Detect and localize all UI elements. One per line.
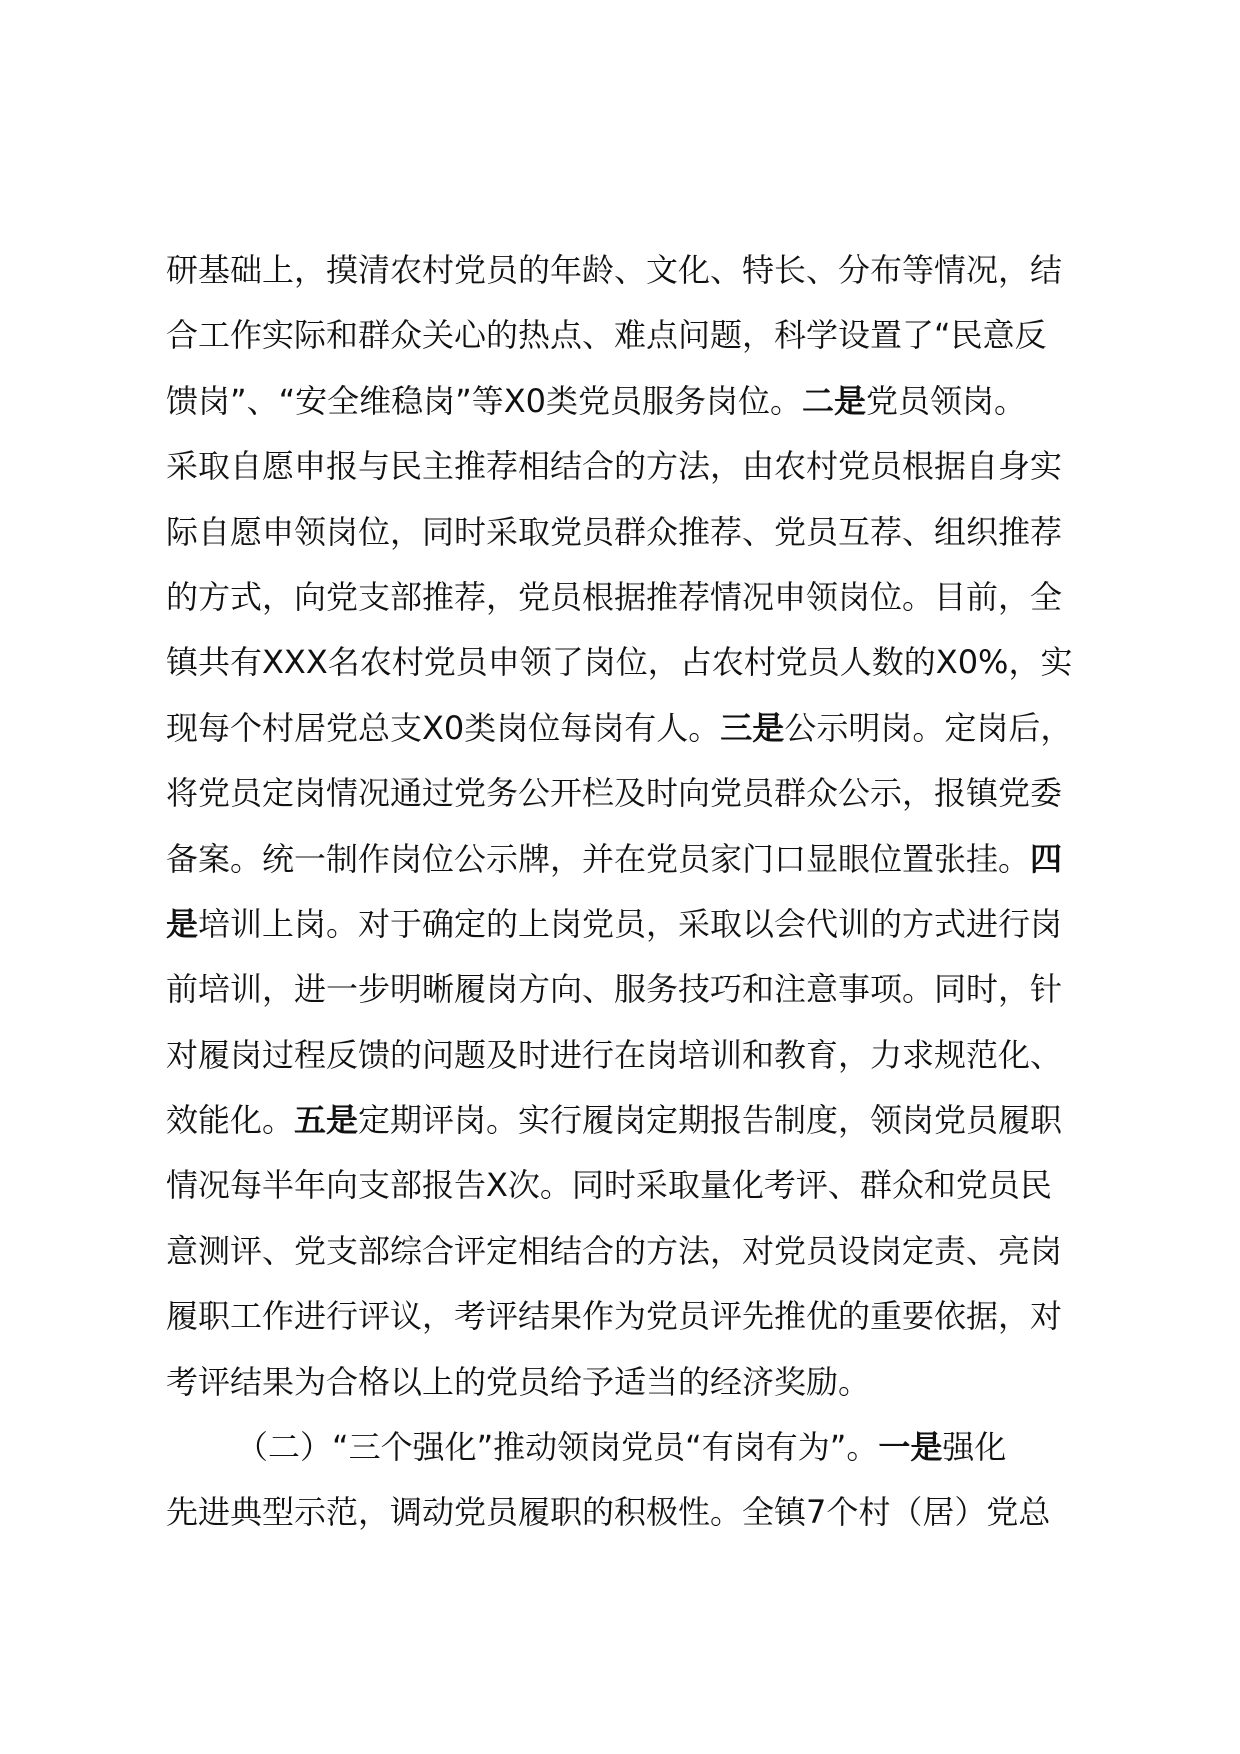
text-run: 的方式，向党支部推荐，党员根据推荐情况申领岗位。目前，全 bbox=[166, 577, 1063, 616]
text-run: 镇共有XXX名农村党员申领了岗位，占农村党员人数的X0%，实 bbox=[166, 643, 1073, 682]
text-run: 意测评、党支部综合评定相结合的方法，对党员设岗定责、亮岗 bbox=[166, 1231, 1063, 1270]
text-line bbox=[166, 892, 1106, 957]
text-line bbox=[166, 761, 1106, 826]
bold-ordinal: 三是 bbox=[720, 708, 785, 747]
text-line bbox=[166, 1088, 1106, 1153]
text-line bbox=[166, 303, 1106, 368]
section-heading-line bbox=[166, 1415, 1106, 1480]
text-run: 培训上岗。对于确定的上岗党员，采取以会代训的方式进行岗 bbox=[198, 904, 1063, 943]
text-run: 将党员定岗情况通过党务公开栏及时向党员群众公示，报镇党委 bbox=[166, 774, 1063, 813]
text-line bbox=[166, 500, 1106, 565]
bold-ordinal: 五是 bbox=[294, 1101, 359, 1140]
text-run: 采取自愿申报与民主推荐相结合的方法，由农村党员根据自身实 bbox=[166, 447, 1063, 486]
bold-ordinal: 二是 bbox=[802, 381, 867, 420]
text-line bbox=[166, 238, 1106, 303]
text-line bbox=[166, 1219, 1106, 1284]
text-line bbox=[166, 1480, 1106, 1545]
text-line bbox=[166, 1153, 1106, 1218]
text-line bbox=[166, 630, 1106, 695]
bold-ordinal: 一是 bbox=[878, 1428, 943, 1467]
text-run: 党员领岗。 bbox=[866, 381, 1027, 420]
text-run: 备案。统一制作岗位公示牌，并在党员家门口显眼位置张挂。 bbox=[166, 839, 1031, 878]
text-run: 效能化。 bbox=[166, 1101, 295, 1140]
text-run: 研基础上，摸清农村党员的年龄、文化、特长、分布等情况，结 bbox=[166, 251, 1063, 289]
text-run: 际自愿申领岗位，同时采取党员群众推荐、党员互荐、组织推荐 bbox=[166, 512, 1063, 551]
text-run: （二）“三个强化”推动领岗党员“有岗有为”。 bbox=[236, 1428, 879, 1467]
text-run: 现每个村居党总支X0类岗位每岗有人。 bbox=[166, 708, 721, 747]
text-run: 公示明岗。定岗后， bbox=[784, 708, 1073, 747]
text-run: 合工作实际和群众关心的热点、难点问题，科学设置了“民意反 bbox=[166, 316, 1047, 355]
text-line bbox=[166, 1350, 1106, 1415]
text-line bbox=[166, 696, 1106, 761]
body-text bbox=[166, 238, 1106, 1546]
text-run: 对履岗过程反馈的问题及时进行在岗培训和教育，力求规范化、 bbox=[166, 1035, 1063, 1074]
text-run: 履职工作进行评议，考评结果作为党员评先推优的重要依据，对 bbox=[166, 1297, 1063, 1336]
text-line bbox=[166, 1284, 1106, 1349]
text-line bbox=[166, 1023, 1106, 1088]
bold-ordinal: 是 bbox=[166, 904, 199, 943]
text-run: 情况每半年向支部报告X次。同时采取量化考评、群众和党员民 bbox=[166, 1166, 1052, 1205]
text-run: 先进典型示范，调动党员履职的积极性。全镇7个村（居）党总 bbox=[166, 1493, 1051, 1532]
text-run: 强化 bbox=[942, 1428, 1007, 1467]
text-run: 定期评岗。实行履岗定期报告制度，领岗党员履职 bbox=[358, 1101, 1063, 1140]
text-line bbox=[166, 369, 1106, 434]
text-run: 考评结果为合格以上的党员给予适当的经济奖励。 bbox=[166, 1362, 871, 1401]
text-line bbox=[166, 434, 1106, 499]
text-line bbox=[166, 957, 1106, 1022]
text-run: 馈岗”、“安全维稳岗”等X0类党员服务岗位。 bbox=[166, 381, 803, 420]
text-line bbox=[166, 827, 1106, 892]
text-line bbox=[166, 565, 1106, 630]
bold-ordinal: 四 bbox=[1030, 839, 1063, 878]
text-run: 前培训，进一步明晰履岗方向、服务技巧和注意事项。同时，针 bbox=[166, 970, 1063, 1009]
